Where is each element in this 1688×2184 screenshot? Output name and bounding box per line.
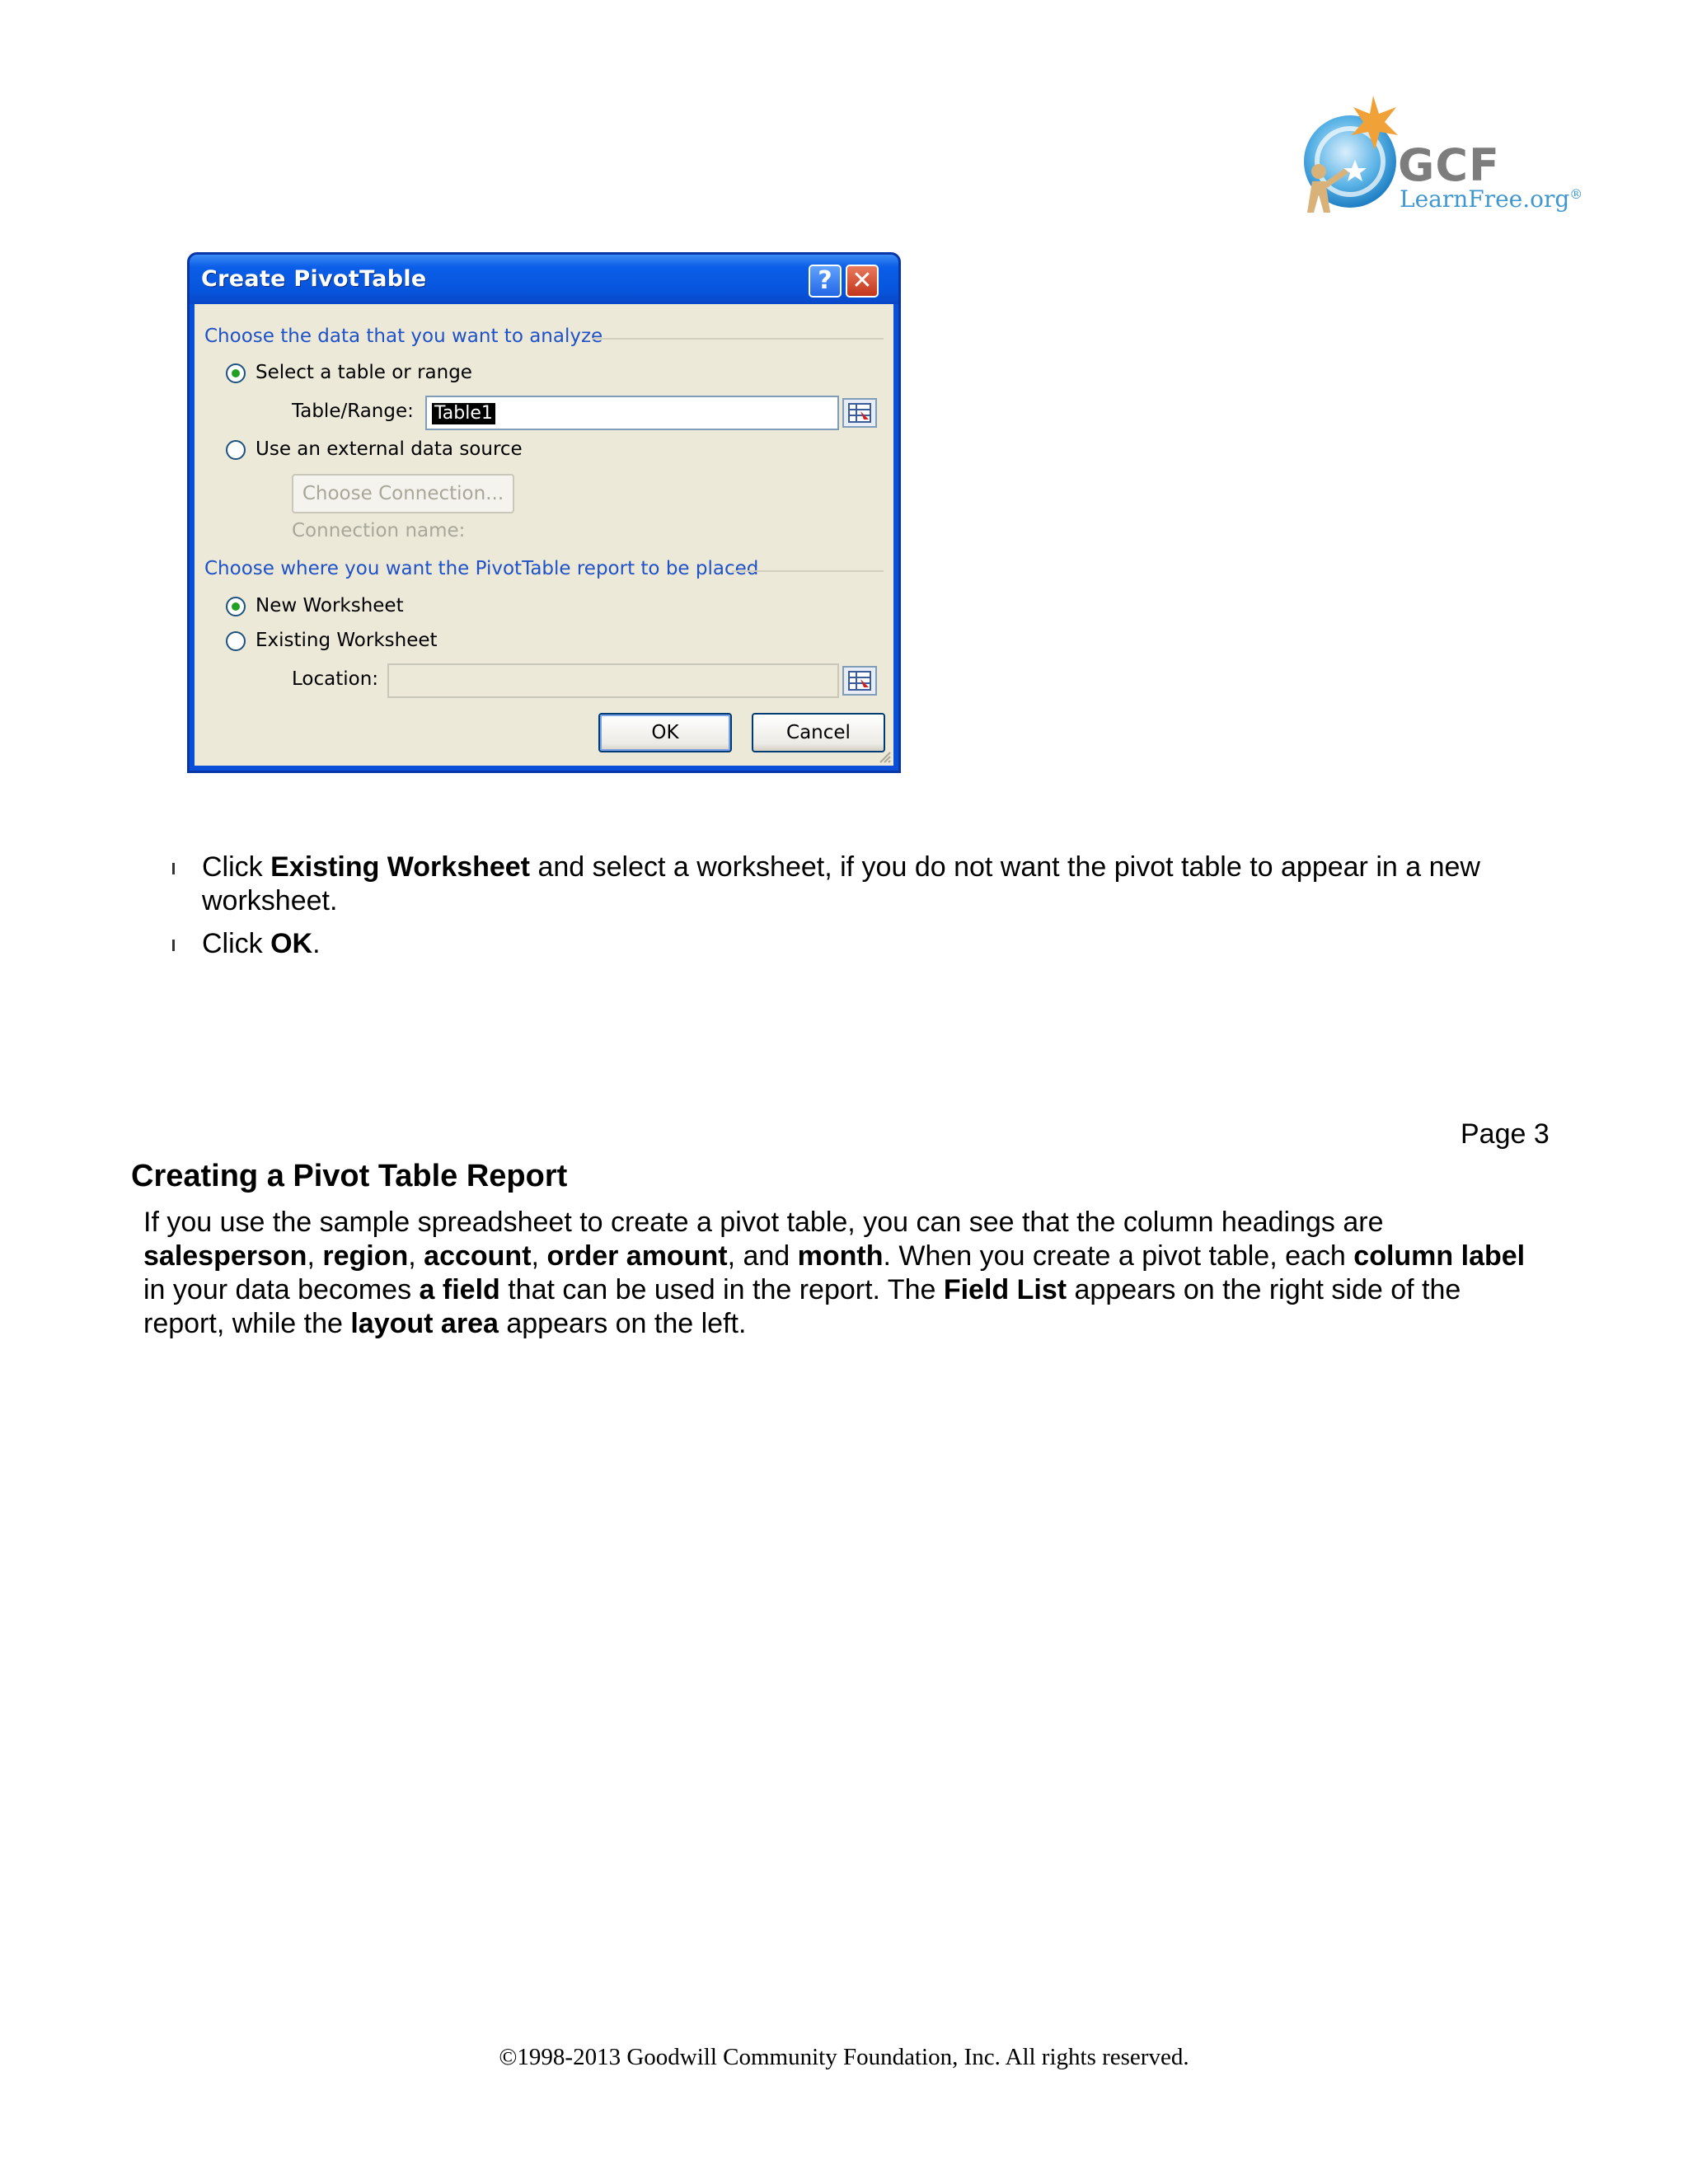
create-pivottable-dialog (187, 252, 901, 773)
gcf-logo (1294, 89, 1583, 221)
bullet-marker (172, 940, 175, 951)
label-external-source: Use an external data source (256, 438, 523, 460)
section-divider (592, 338, 884, 340)
close-icon[interactable]: ✕ (846, 265, 879, 298)
radio-select-table-range[interactable] (226, 363, 246, 383)
page-number: Page 3 (1461, 1118, 1550, 1150)
table-range-input[interactable] (425, 396, 839, 430)
range-selector-icon[interactable] (842, 398, 877, 428)
step-click-ok: Click OK. (202, 928, 321, 959)
range-selector-icon[interactable] (842, 666, 877, 696)
ok-button[interactable]: OK (598, 713, 732, 752)
section-divider (732, 570, 884, 572)
logo-brand: GCF (1398, 139, 1500, 191)
label-existing-worksheet: Existing Worksheet (256, 630, 438, 651)
bullet-marker (172, 863, 175, 874)
section-analyze-heading: Choose the data that you want to analyze (204, 326, 603, 347)
table-range-value: Table1 (432, 403, 495, 424)
cancel-button[interactable]: Cancel (752, 713, 885, 752)
help-icon[interactable]: ? (809, 265, 842, 298)
section-placement-heading: Choose where you want the PivotTable report to be placed (204, 558, 759, 579)
copyright-footer: ©1998-2013 Goodwill Community Foundation, Inc. All rights reserved. (499, 2044, 1189, 2070)
resize-grip-icon[interactable] (877, 749, 892, 764)
radio-existing-worksheet[interactable] (226, 631, 246, 651)
dialog-body (195, 304, 893, 766)
label-select-table-range: Select a table or range (256, 362, 472, 383)
location-input[interactable] (387, 663, 839, 698)
logo-site: LearnFree.org® (1400, 185, 1583, 213)
label-connection-name: Connection name: (292, 520, 466, 541)
label-table-range: Table/Range: (292, 401, 414, 422)
radio-new-worksheet[interactable] (226, 597, 246, 616)
section-paragraph: If you use the sample spreadsheet to create a pivot table, you can see that the column headings are salesperson, region, account, order amount, and month. When you create a pivot table, each column label in your data becomes a field that can be used in the report. The Field List appears on the right side of the report, while the layout area appears on the left. (143, 1207, 1526, 1339)
choose-connection-button[interactable]: Choose Connection... (292, 474, 514, 513)
label-location: Location: (292, 668, 379, 690)
radio-external-source[interactable] (226, 440, 246, 460)
gcf-globe-icon (1294, 89, 1401, 221)
label-new-worksheet: New Worksheet (256, 595, 404, 616)
dialog-titlebar (190, 255, 898, 304)
dialog-title: Create PivotTable (201, 266, 427, 292)
section-heading: Creating a Pivot Table Report (131, 1159, 568, 1193)
step-existing-worksheet: Click Existing Worksheet and select a worksheet, if you do not want the pivot table to appear in a new worksheet. (202, 851, 1480, 916)
